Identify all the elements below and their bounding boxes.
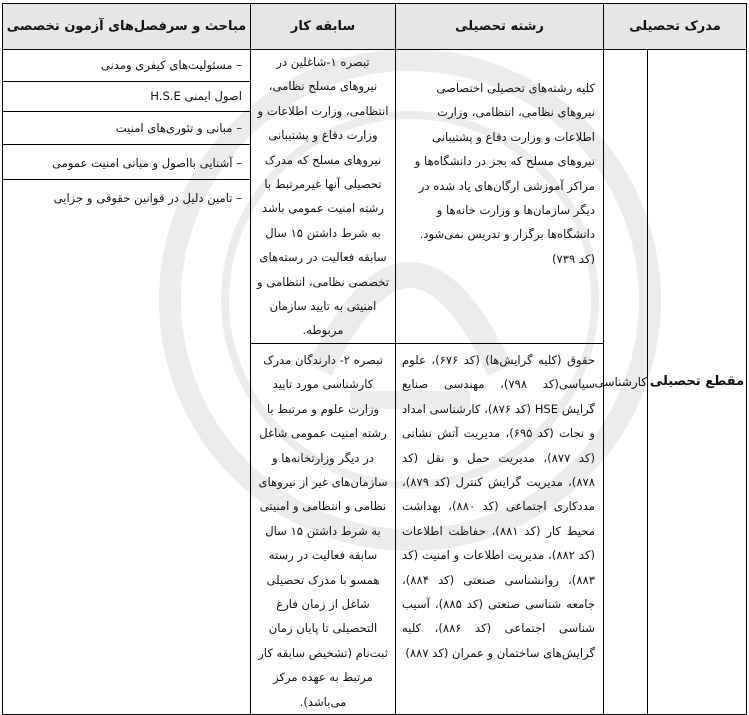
requirements-table (2, 3, 747, 715)
header-row (3, 4, 747, 50)
header-topics: مباحث و سرفصل‌های آزمون تخصصی (3, 4, 251, 50)
topics-cell (3, 50, 251, 715)
field-text-2: حقوق (کلیه گرایش‌ها) (کد ۶۷۶)، علوم سیاسی(کد ۷۹۸)، مهندسی صنایع گرایش HSE (کد ۸۷۶)، کارشناسی امداد و نجات (کد ۶۹۵)، مدیریت آتش نشانی (کد ۸۷۷)، مدیریت حمل و نقل (کد ۸۷۸)، مدیریت گرایش کنترل (کد ۸۷۹)، مددکاری اجتماعی (کد ۸۸۰)، بهداشت محیط کار (کد ۸۸۱)، حفاظت اطلاعات (کد ۸۸۲)، مدیریت اطلاعات و امنیت (کد ۸۸۳)، روانشناسی صنعتی (کد ۸۸۴)، جامعه شناسی صنعتی (کد ۸۸۵)، آسیب شناسی اجتماعی (کد ۸۸۶)، کلیه گرایش‌های ساختمان و عمران (کد ۸۸۷) (402, 352, 596, 660)
field-cell-2 (396, 343, 604, 714)
field-cell-1 (396, 50, 604, 344)
header-experience: سابقه کار (251, 4, 396, 50)
degree-label: مقطع تحصیلی (648, 50, 747, 715)
experience-cell-1 (251, 50, 396, 344)
topic-item: اصول ایمنی H.S.E (3, 82, 250, 112)
table-row (3, 50, 747, 344)
degree-value: کارشناسی (604, 50, 648, 715)
topic-item: – آشنایی بااصول و مبانی امنیت عمومی (3, 145, 250, 180)
topic-item: – تامین دلیل در قوانین حقوقی و جزایی (53, 191, 242, 206)
header-degree: مدرک تحصیلی (604, 4, 747, 50)
topic-item: – مبانی و تئوری‌های امنیت (3, 112, 250, 145)
experience-text-1: تبصره ۱-شاغلین در نیروهای مسلح نظامی، انتظامی، وزارت اطلاعات و وزارت دفاع و پشتیبانی نیروهای مسلح که مدرک تحصیلی آنها غیرمرتبط با رشته امنیت عمومی باشد به شرط داشتن ۱۵ سال سابقه فعالیت در رسته‌های تخصصی نظامی، انتظامی و امنیتی به تایید سازمان مربوطه. (257, 55, 389, 338)
header-field: رشته تحصیلی (396, 4, 604, 50)
topic-item: – مسئولیت‌های کیفری ومدنی (3, 50, 250, 82)
experience-text-2: تبصره ۲- دارندگان مدرک کارشناسی مورد تایید وزارت علوم و مرتبط با رشته امنیت عمومی شاغل در دیگر وزارتخانه‌ها و سازمان‌های غیر از نیروهای نظامی و انتظامی و امنیتی به شرط داشتن ۱۵ سال سابقه فعالیت در رسته همسو با مدرک تحصیلی شاغل از زمان فارغ التحصیلی تا پایان زمان ثبت‌نام (تشخیص سابقه کار مرتبط به عهده مرکز می‌باشد). (258, 352, 388, 709)
field-text-1: کلیه رشته‌های تحصیلی اختصاصی نیروهای نظامی، انتظامی، وزارت اطلاعات و وزارت دفاع و پشتیبانی نیروهای مسلح که بجز در دانشگاه‌ها و مراکز آموزشی ارگان‌های یاد شده در دیگر سازمان‌ها و وزارت خانه‌ها و دانشگاه‌ها برگزار و تدریس نمی‌شود. (کد ۷۳۹) (414, 81, 595, 266)
experience-cell-2 (251, 343, 396, 714)
topics-list (3, 50, 250, 211)
